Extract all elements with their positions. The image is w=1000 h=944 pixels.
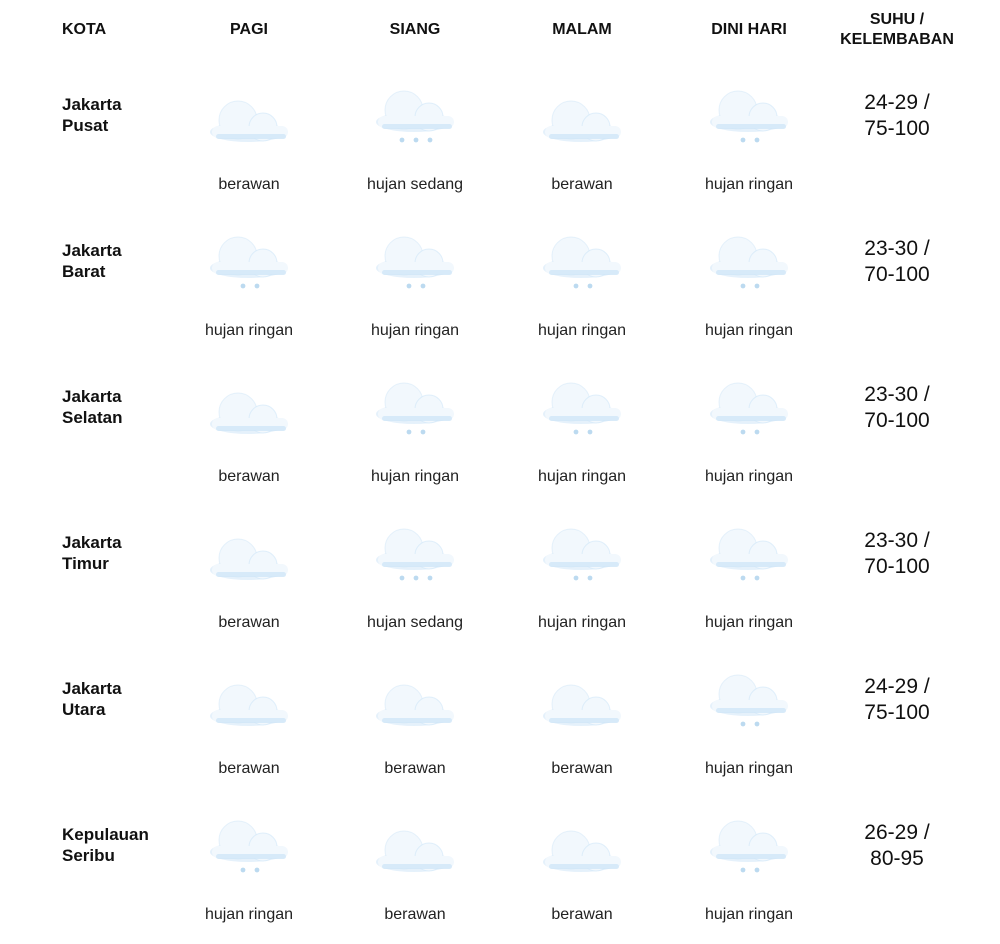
- temperature-range: 23-30 /: [864, 529, 930, 552]
- temperature-range: 24-29 /: [864, 91, 930, 114]
- city-name-line1: Jakarta: [62, 387, 122, 406]
- forecast-cell-malam: [499, 506, 665, 652]
- temp-humidity: [822, 90, 972, 142]
- weather-condition: hujan ringan: [704, 322, 794, 339]
- temperature-range: 23-30 /: [864, 237, 930, 260]
- forecast-cell-siang: [332, 214, 498, 360]
- cloud-icon: [208, 82, 292, 146]
- weather-condition: hujan ringan: [537, 322, 627, 339]
- city-name: [62, 824, 182, 866]
- weather-condition: berawan: [218, 614, 280, 631]
- temp-humidity: [822, 382, 972, 434]
- weather-condition: hujan ringan: [204, 906, 294, 923]
- weather-condition: berawan: [218, 176, 280, 193]
- forecast-cell-siang: [332, 360, 498, 506]
- light-rain-icon: [541, 520, 625, 584]
- table-row: [0, 506, 1000, 652]
- forecast-cell-malam: [499, 68, 665, 214]
- forecast-cell-siang: [332, 652, 498, 798]
- light-rain-icon: [208, 812, 292, 876]
- header-siang: SIANG: [389, 21, 441, 38]
- light-rain-icon: [708, 812, 792, 876]
- forecast-cell-dini-hari: [666, 506, 832, 652]
- forecast-cell-pagi: [166, 652, 332, 798]
- city-name-line2: Barat: [62, 262, 106, 281]
- temperature-range: 26-29 /: [864, 821, 930, 844]
- forecast-cell-pagi: [166, 360, 332, 506]
- light-rain-icon: [374, 228, 458, 292]
- temp-humidity: [822, 674, 972, 726]
- cloud-icon: [541, 82, 625, 146]
- weather-condition: berawan: [551, 760, 613, 777]
- temperature-range: 23-30 /: [864, 383, 930, 406]
- forecast-cell-dini-hari: [666, 652, 832, 798]
- weather-condition: hujan ringan: [704, 906, 794, 923]
- city-name: [62, 240, 182, 282]
- city-name-line2: Utara: [62, 700, 106, 719]
- weather-condition: berawan: [218, 760, 280, 777]
- cloud-icon: [208, 666, 292, 730]
- humidity-range: 80-95: [870, 847, 924, 870]
- header-kelembaban: KELEMBABAN: [840, 31, 954, 48]
- table-row: [0, 214, 1000, 360]
- city-name-line2: Selatan: [62, 408, 123, 427]
- weather-condition: hujan ringan: [370, 322, 460, 339]
- light-rain-icon: [374, 374, 458, 438]
- city-name-line2: Timur: [62, 554, 109, 573]
- light-rain-icon: [541, 374, 625, 438]
- light-rain-icon: [708, 374, 792, 438]
- city-name-line2: Pusat: [62, 116, 109, 135]
- forecast-cell-pagi: [166, 68, 332, 214]
- weather-condition: hujan sedang: [366, 614, 464, 631]
- forecast-cell-siang: [332, 68, 498, 214]
- moderate-rain-icon: [374, 82, 458, 146]
- city-name-line1: Jakarta: [62, 533, 122, 552]
- humidity-range: 70-100: [864, 263, 930, 286]
- weather-condition: hujan ringan: [370, 468, 460, 485]
- weather-condition: hujan ringan: [704, 760, 794, 777]
- forecast-cell-dini-hari: [666, 798, 832, 944]
- temp-humidity: [822, 528, 972, 580]
- humidity-range: 75-100: [864, 117, 930, 140]
- city-name: [62, 94, 182, 136]
- forecast-cell-siang: [332, 798, 498, 944]
- table-row: [0, 68, 1000, 214]
- header-malam: MALAM: [552, 21, 612, 38]
- header-pagi: PAGI: [230, 21, 268, 38]
- city-name: [62, 678, 182, 720]
- city-name-line1: Jakarta: [62, 679, 122, 698]
- weather-condition: hujan ringan: [537, 468, 627, 485]
- temp-humidity: [822, 820, 972, 872]
- cloud-icon: [374, 812, 458, 876]
- humidity-range: 75-100: [864, 701, 930, 724]
- forecast-cell-dini-hari: [666, 68, 832, 214]
- light-rain-icon: [708, 666, 792, 730]
- header-dini-hari: DINI HARI: [711, 21, 787, 38]
- forecast-cell-malam: [499, 214, 665, 360]
- forecast-cell-siang: [332, 506, 498, 652]
- forecast-cell-dini-hari: [666, 360, 832, 506]
- light-rain-icon: [208, 228, 292, 292]
- city-name: [62, 532, 182, 574]
- cloud-icon: [541, 666, 625, 730]
- header-kota: KOTA: [62, 21, 107, 38]
- forecast-cell-dini-hari: [666, 214, 832, 360]
- weather-condition: berawan: [218, 468, 280, 485]
- city-name-line1: Kepulauan: [62, 825, 149, 844]
- table-row: [0, 798, 1000, 944]
- city-name-line1: Jakarta: [62, 95, 122, 114]
- cloud-icon: [208, 374, 292, 438]
- forecast-cell-malam: [499, 360, 665, 506]
- header-suhu-kelembaban: [822, 0, 972, 60]
- weather-condition: berawan: [551, 176, 613, 193]
- humidity-range: 70-100: [864, 409, 930, 432]
- forecast-cell-malam: [499, 652, 665, 798]
- weather-condition: berawan: [384, 906, 446, 923]
- weather-condition: hujan ringan: [704, 614, 794, 631]
- table-row: [0, 652, 1000, 798]
- weather-condition: hujan ringan: [537, 614, 627, 631]
- weather-condition: hujan ringan: [704, 176, 794, 193]
- cloud-icon: [208, 520, 292, 584]
- weather-condition: berawan: [551, 906, 613, 923]
- cloud-icon: [541, 812, 625, 876]
- forecast-cell-pagi: [166, 214, 332, 360]
- light-rain-icon: [708, 82, 792, 146]
- light-rain-icon: [708, 228, 792, 292]
- temp-humidity: [822, 236, 972, 288]
- forecast-cell-pagi: [166, 506, 332, 652]
- city-name-line2: Seribu: [62, 846, 115, 865]
- light-rain-icon: [708, 520, 792, 584]
- weather-condition: hujan ringan: [704, 468, 794, 485]
- cloud-icon: [374, 666, 458, 730]
- city-name-line1: Jakarta: [62, 241, 122, 260]
- header-suhu: SUHU /: [869, 11, 925, 28]
- humidity-range: 70-100: [864, 555, 930, 578]
- forecast-cell-pagi: [166, 798, 332, 944]
- weather-condition: berawan: [384, 760, 446, 777]
- temperature-range: 24-29 /: [864, 675, 930, 698]
- light-rain-icon: [541, 228, 625, 292]
- city-name: [62, 386, 182, 428]
- moderate-rain-icon: [374, 520, 458, 584]
- weather-condition: hujan sedang: [366, 176, 464, 193]
- table-row: [0, 360, 1000, 506]
- weather-condition: hujan ringan: [204, 322, 294, 339]
- forecast-cell-malam: [499, 798, 665, 944]
